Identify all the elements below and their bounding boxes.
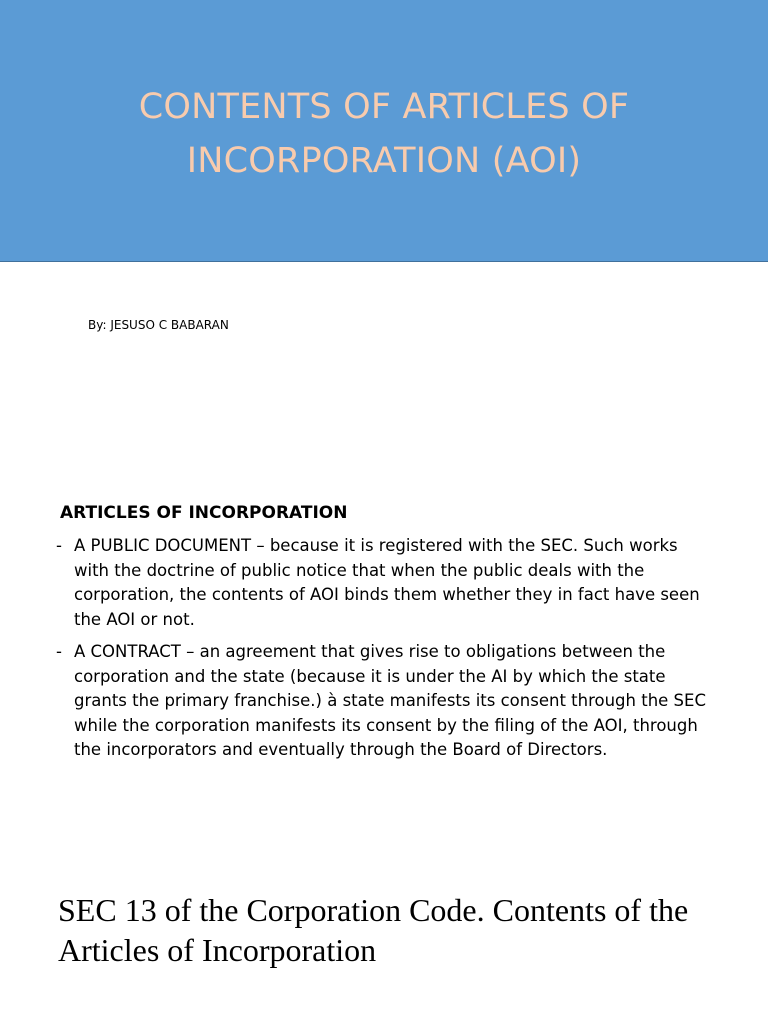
slide-title: [40, 80, 728, 188]
bullet-item-public-document: [56, 534, 716, 632]
bullet-dash: -: [56, 642, 62, 661]
author-byline: By: JESUSO C BABARAN: [88, 318, 229, 332]
sec-13-heading: SEC 13 of the Corporation Code. Contents of the Articles of Incorporation: [58, 892, 689, 968]
bullet-dash: -: [56, 536, 62, 555]
section-heading: ARTICLES OF INCORPORATION: [60, 503, 348, 523]
bullet-text: A PUBLIC DOCUMENT – because it is registered with the SEC. Such works with the doctrine of public notice that when the public deals with the corporation, the contents of AOI binds them whether they in fact have seen the AOI or not.: [74, 536, 700, 629]
slide-title-line-1: CONTENTS OF ARTICLES OF: [138, 87, 630, 127]
bullet-text: A CONTRACT – an agreement that gives rise to obligations between the corporation and the state (because it is under the AI by which the state grants the primary franchise.) à state manifests its consent through the SEC while the corporation manifests its consent by the filing of the AOI, through the incorporators and eventually through the Board of Directors.: [74, 642, 706, 759]
slide-title-line-2: INCORPORATION (AOI): [186, 141, 582, 181]
bullet-list: [56, 534, 716, 771]
title-banner: [0, 0, 768, 262]
bullet-item-contract: [56, 640, 716, 763]
